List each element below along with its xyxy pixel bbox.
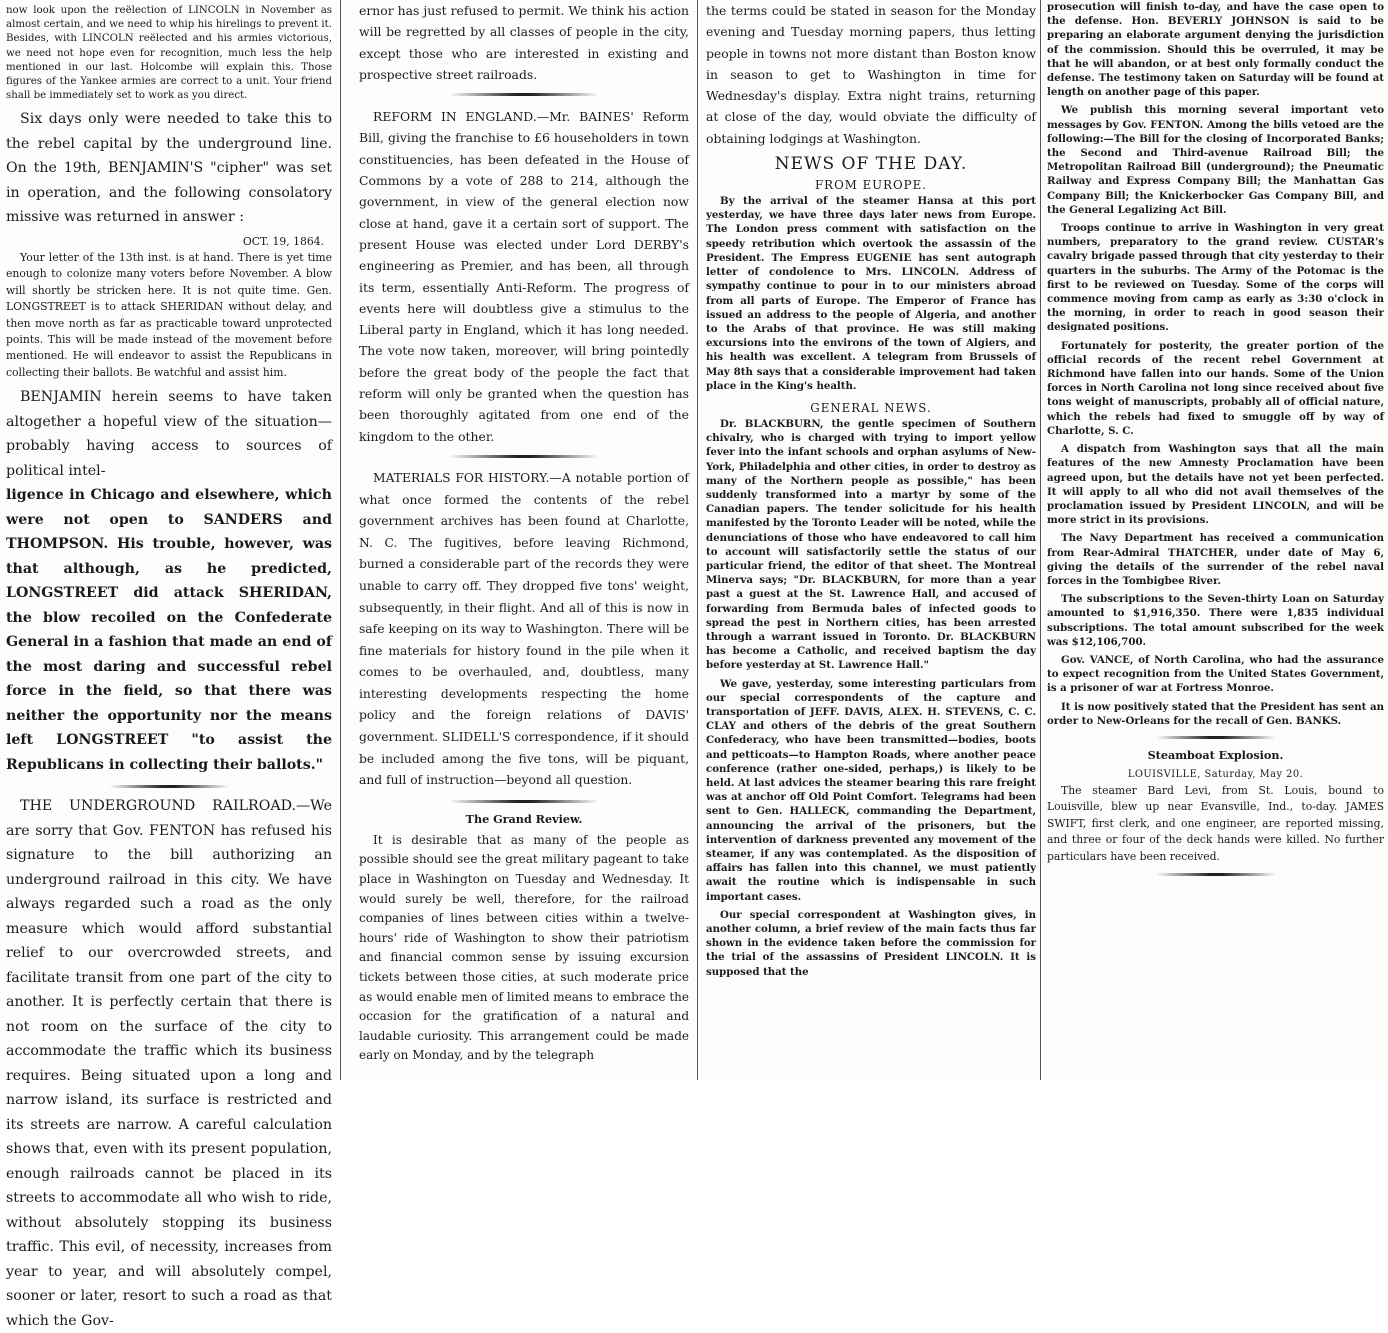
article-special-correspondent: Our special correspondent at Washington gives, in another column, a brief review of the main facts thus far shown in the evidence taken before the commission for the trial of the assassins of President LINCOLN. It is supposed that the bbox=[706, 908, 1036, 978]
heading-steamboat-explosion: Steamboat Explosion. bbox=[1147, 747, 1284, 762]
paragraph-terms-continued: the terms could be stated in season for the Monday evening and Tuesday morning papers, thus letting people in towns not more distant than Boston know in season to get to Washington in time for Wednesday's display. Extra night trains, returning at close of the day, would obviate the difficulty of obtaining lodgings at Washington. bbox=[706, 3, 1036, 146]
paragraph-benjamin: BENJAMIN herein seems to have taken altogether a hopeful view of the situation—probably having access to sources of political intel- bbox=[6, 389, 332, 479]
article-seven-thirty-loan: The subscriptions to the Seven-thirty Loan on Saturday amounted to $1,916,350. There were 1,835 individual subscriptions. The total amount subscribed for the week was $12,106,700. bbox=[1047, 593, 1384, 648]
article-dr-blackburn: Dr. BLACKBURN, the gentle specimen of Southern chivalry, who is charged with trying to import yellow fever into the infant schools and orphan asylums of New-York, Philadelphia and other cities, in order to destroy as many of the Northern people as possible," has been suddenly transformed into a martyr by some of the Canadian papers. The tender solicitude for his health manifested by the Toronto Leader will be noted, while the denunciations of those who have endeavored to call him to account will satisfactorily settle the status of our particular friend, the editor of that sheet. The Montreal Minerva says; "Dr. BLACKBURN, for more than a year past a guest at the St. Lawrence Hall, and accused of forwarding from Bermuda bales of infected goods to spread the pest in Northern cities, has been arrested through a warrant issued in Toronto. Dr. BLACKBURN has become a Catholic, and received baptism the day before yesterday at St. Lawrence Hall." bbox=[706, 417, 1036, 672]
column-1 bbox=[0, 0, 338, 1329]
section-divider bbox=[449, 455, 599, 458]
column-rule bbox=[697, 0, 698, 1080]
paragraph-prosecution-continued: prosecution will finish to-day, and have the case open to the defense. Hon. BEVERLY JOHNSON is said to be preparing an elaborate argument denying the jurisdiction of the commission. Should this be overruled, it may be that he will abandon, or at best only formally conduct the defense. The testimony taken on Saturday will be found at length on another page of this paper. bbox=[1047, 1, 1384, 99]
letter-excerpt: Your letter of the 13th inst. is at hand. There is yet time enough to colonize many voters before November. A blow will shortly be stricken here. It is not quite time. Gen. LONGSTREET is to attack SHERIDAN without delay, and then move north as far as practicable toward unprotected points. This will be made instead of the movement before mentioned. He will endeavor to assist the Republicans in collecting their ballots. Be watchful and assist him. bbox=[6, 250, 332, 379]
column-4 bbox=[1043, 0, 1388, 1080]
paragraph-benjamin-continued: ligence in Chicago and elsewhere, which were not open to SANDERS and THOMPSON. His trouble, however, was that although, as he predicted, LONGSTREET did attack SHERIDAN, the blow recoiled on the Confederate General in a fashion that made an end of the most daring and successful rebel force in the field, so that there was neither the opportunity nor the means left LONGSTREET "to assist the Republicans in collecting their ballots." bbox=[6, 487, 332, 773]
section-divider bbox=[109, 785, 229, 788]
heading-general-news: GENERAL NEWS. bbox=[810, 400, 932, 415]
article-materials-for-history: MATERIALS FOR HISTORY.—A notable portion of what once formed the contents of the rebel government archives has been found at Charlotte, N. C. The fugitives, before leaving Richmond, burned a considerable part of the records they were unable to carry off. They dropped five tons' weight, subsequently, in their flight. And all of this is now in safe keeping on its way to Washington. There will be fine materials for history found in the pile when it comes to be overhauled, and, doubtless, many interesting developments respecting the home policy and the foreign relations of DAVIS' government. SLIDELL'S correspondence, if it should be included among the five tons, will be piquant, and full of instruction—beyond all question. bbox=[359, 470, 689, 788]
article-gov-vance: Gov. VANCE, of North Carolina, who had the assurance to expect recognition from the United States Government, is a prisoner of war at Fortress Monroe. bbox=[1047, 653, 1384, 695]
column-3 bbox=[700, 0, 1040, 1080]
paragraph-six-days: Six days only were needed to take this to the rebel capital by the underground line. On the 19th, BENJAMIN'S "cipher" was set in operation, and the following consolatory missive was returned in answer : bbox=[6, 111, 332, 226]
heading-from-europe: FROM EUROPE. bbox=[815, 178, 927, 193]
article-from-europe: By the arrival of the steamer Hansa at this port yesterday, we have three days later news from Europe. The London press comment with satisfaction on the speedy retribution which overtook the assassin of the President. The Empress EUGENIE has sent autograph letter of condolence to Mrs. LINCOLN. Address of sympathy continue to pour in to our ministers abroad from all parts of Europe. The Emperor of France has issued an address to the people of Algeria, and another to the Arabs of that province. He was still making excursions into the environs of the town of Algiers, and his health was excellent. A telegram from Brussels of May 8th says that a considerable improvement had taken place in the King's health. bbox=[706, 195, 1036, 392]
letter-date: OCT. 19, 1864. bbox=[242, 234, 324, 248]
article-official-records: Fortunately for posterity, the greater portion of the official records of the recent rebel Government at Richmond have fallen into our hands. Some of the Union forces in North Carolina not long since received about five tons weight of manuscripts, probably all of official nature, which the rebels had fixed to smuggle off by way of Charlotte, S. C. bbox=[1047, 339, 1384, 437]
section-divider bbox=[1156, 873, 1276, 876]
article-grand-review: It is desirable that as many of the people as possible should see the great military pageant to take place in Washington on Tuesday and Wednesday. It would surely be well, therefore, for the railroad companies of lines between cities within a twelve-hours' ride of Washington to show their patriotism and financial common sense by issuing excursion tickets between those cities, at such moderate price as would enable men of limited means to embrace the occasion for the gratification of a natural and laudable curiosity. This arrangement could be made early on Monday, and by the telegraph bbox=[359, 832, 689, 1063]
article-capture-of-davis: We gave, yesterday, some interesting particulars from our special correspondents of the capture and transportation of JEFF. DAVIS, ALEX. H. STEVENS, C. C. CLAY and others of the debris of the great Southern Confederacy, who have been transmitted—bodies, boots and petticoats—to Hampton Roads, where another peace conference (rather one-sided, perhaps,) is likely to be held. At last advices the steamer bearing this rare freight was at anchor off Old Point Comfort. Telegrams had been sent to Gen. HALLECK, commanding the Department, announcing the arrival of the prisoners, but the intervention of darkness prevented any movement of the steamer, if any was contemplated. As the disposition of affairs has fallen into this channel, we must patiently await the routine which is indispensable in such important cases. bbox=[706, 677, 1036, 903]
section-divider bbox=[449, 93, 599, 96]
section-divider bbox=[449, 800, 599, 803]
dateline-louisville: LOUISVILLE, Saturday, May 20. bbox=[1127, 768, 1304, 780]
article-navy-department: The Navy Department has received a communication from Rear-Admiral THATCHER, under date of May 6, giving the details of the surrender of the rebel naval forces in the Tombigbee River. bbox=[1047, 532, 1384, 587]
section-divider bbox=[1156, 736, 1276, 739]
article-underground-railroad: THE UNDERGROUND RAILROAD.—We are sorry that Gov. FENTON has refused his signature to the bill authorizing an underground railroad in this city. We have always regarded such a road as the only measure which would afford substantial relief to our overcrowded streets, and facilitate transit from one part of the city to another. It is perfectly certain that there is not room on the surface of the city to accommodate the traffic which its business requires. Being situated upon a long and narrow island, its surface is restricted and its streets are narrow. A careful calculation shows that, even with its present population, enough railroads cannot be placed in its streets to accommodate all who wish to ride, without absolutely stopping its business traffic. This evil, of necessity, increases from year to year, and will absolutely compel, sooner or later, resort to such a road as that which the Gov- bbox=[6, 798, 332, 1329]
heading-grand-review: The Grand Review. bbox=[465, 811, 583, 826]
article-reform-in-england: REFORM IN ENGLAND.—Mr. BAINES' Reform Bill, giving the franchise to £6 householders in town constituencies, has been defeated in the House of Commons by a vote of 288 to 214, although the government, in view of the general election now close at hand, gave it a certain sort of support. The present House was elected under Lord DERBY's engineering as Premier, and has been, all through its term, essentially Anti-Reform. The progress of events here will doubtless give a stimulus to the Liberal party in England, which it has long needed. The vote now taken, moreover, will bring pointedly before the great body of the people the fact that reform will only be granted when the question has been thoroughly agitated from one end of the kingdom to the other. bbox=[359, 109, 689, 444]
column-rule bbox=[340, 0, 341, 1080]
article-veto-messages: We publish this morning several important veto messages by Gov. FENTON. Among the bills vetoed are the following:—The Bill for the closing of Incorporated Banks; the Second and Third-avenue Railroad Bill; the Metropolitan Railroad Bill (underground); the Pneumatic Railway and Express Company Bill; the Manhattan Gas Company Bill; the Knickerbocker Gas Company Bill, and the General Legalizing Act Bill. bbox=[1047, 104, 1384, 216]
article-troops-arrive: Troops continue to arrive in Washington in very great numbers, preparatory to the grand review. CUSTAR's cavalry brigade passed through that city yesterday to their quarters in the suburbs. The Army of the Potomac is the first to be reviewed on Tuesday. Some of the corps will commence moving from camp as early as 3:30 o'clock in the morning, in order to reach in good season their designated positions. bbox=[1047, 222, 1384, 334]
heading-news-of-the-day: NEWS OF THE DAY. bbox=[774, 154, 968, 175]
article-amnesty-proclamation: A dispatch from Washington says that all the main features of the new Amnesty Proclamation have been agreed upon, but the details have not yet been perfected. It will apply to all who did not avail themselves of the proclamation issued by President LINCOLN, and will be more strict in its provisions. bbox=[1047, 443, 1384, 527]
article-gen-banks: It is now positively stated that the President has sent an order to New-Orleans for the recall of Gen. BANKS. bbox=[1047, 700, 1384, 727]
paragraph-governor-continued: ernor has just refused to permit. We think his action will be regretted by all classes of people in the city, except those who are interested in existing and prospective street railroads. bbox=[359, 3, 689, 82]
letter-excerpt-intro: now look upon the reëlection of LINCOLN in November as almost certain, and we need to whip his hirelings to prevent it. Besides, with LINCOLN reëlected and his armies victorious, we need not hope even for recognition, much less the help mentioned in our last. Holcombe will explain this. Those figures of the Yankee armies are correct to a unit. Your friend shall be immediately set to work as you direct. bbox=[6, 5, 332, 102]
column-rule bbox=[1040, 0, 1041, 1080]
column-2 bbox=[345, 0, 695, 1080]
article-steamboat-explosion: The steamer Bard Levi, from St. Louis, bound to Louisville, blew up near Evansville, Ind., to-day. JAMES SWIFT, first clerk, and one engineer, are reported missing, and three or four of the deck hands were killed. No further particulars have been received. bbox=[1047, 783, 1384, 863]
